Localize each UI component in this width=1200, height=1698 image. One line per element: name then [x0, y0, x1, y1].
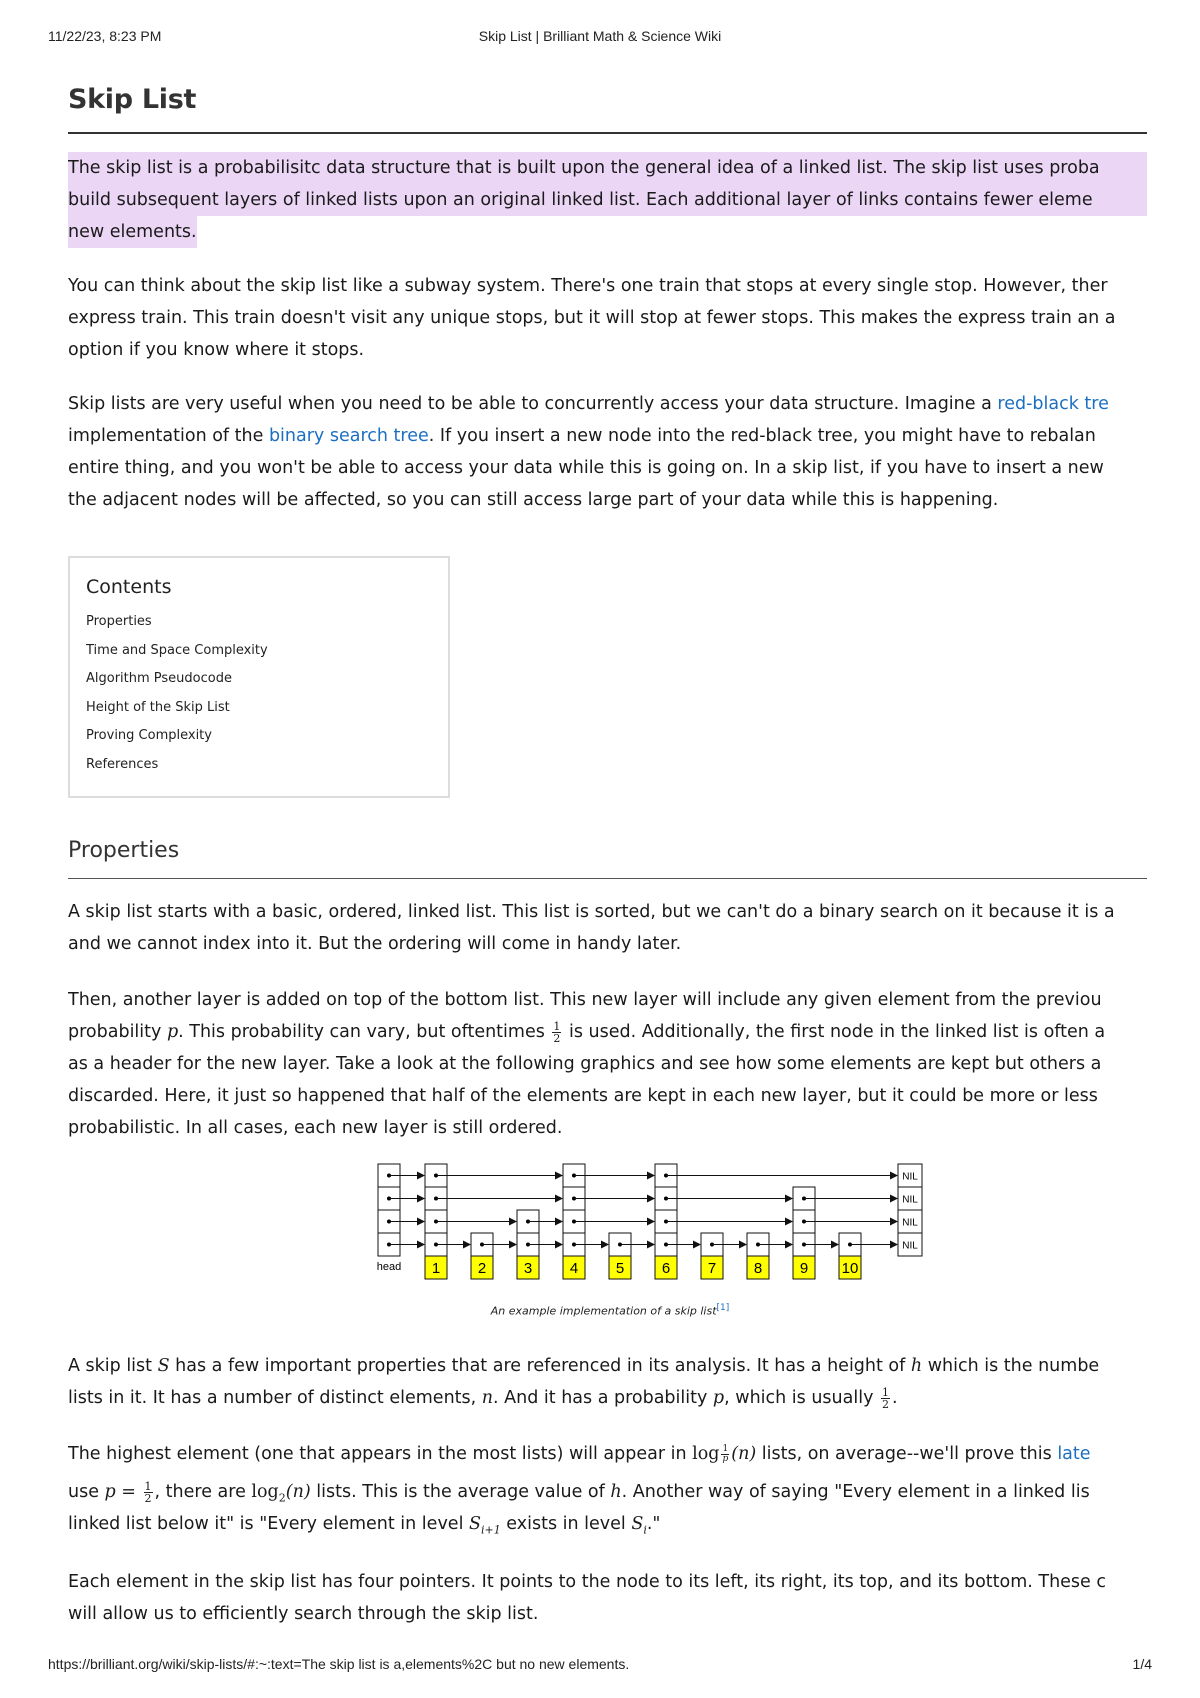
text-run: probability — [68, 1022, 167, 1042]
fraction-denominator: p — [722, 1453, 729, 1464]
binary-search-tree-link[interactable]: binary search tree — [268, 426, 429, 446]
intro-line: build subsequent layers of linked lists upon an original linked list. Each additional layer of links contains fewer eleme — [68, 184, 1147, 216]
properties-paragraph-4 — [68, 1438, 1147, 1540]
math-p: p — [166, 1022, 179, 1042]
key-label: 9 — [799, 1260, 809, 1277]
subway-paragraph — [68, 270, 1147, 366]
nil-label: NIL — [902, 1194, 918, 1206]
print-footer — [48, 1656, 1152, 1676]
text-line: Then, another layer is added on top of the bottom list. This new layer will include any given element from the previou — [68, 990, 1102, 1010]
text-line: express train. This train doesn't visit any unique stops, but it will stop at fewer stops. This makes the express train an a — [68, 308, 1116, 328]
math-S: S — [157, 1356, 170, 1376]
fraction-numerator: 1 — [553, 1019, 561, 1033]
text-line: A skip list starts with a basic, ordered, linked list. This list is sorted, but we can't do a binary search on it because it is a — [68, 902, 1115, 922]
key-label: 6 — [661, 1260, 671, 1277]
text-run: implementation of the — [68, 426, 269, 446]
key-label: 8 — [753, 1260, 763, 1277]
intro-line: new elements. — [68, 216, 197, 248]
text-run: . Another way of saying "Every element in a linked lis — [621, 1482, 1090, 1502]
text-line — [68, 420, 1147, 452]
math-log: log — [251, 1482, 279, 1502]
text-line: entire thing, and you won't be able to access your data while this is going on. In a skip list, if you have to insert a new — [68, 458, 1104, 478]
red-black-tree-link[interactable]: red-black tre — [997, 394, 1109, 414]
key-label: 10 — [841, 1260, 859, 1277]
text-run: . And it has a probability — [493, 1388, 713, 1408]
math-h: h — [610, 1482, 622, 1502]
text-run: . This probability can vary, but oftentimes — [178, 1022, 551, 1042]
text-run: exists in level — [500, 1514, 632, 1534]
section-divider — [68, 878, 1147, 879]
text-run: use — [68, 1482, 105, 1502]
text-run: lists. This is the average value of — [310, 1482, 611, 1502]
log-base-fraction — [721, 1445, 729, 1464]
math-arg: (n) — [731, 1444, 757, 1464]
print-url: https://brilliant.org/wiki/skip-lists/#:~:text=The skip list is a,elements%2C but no new elements. — [48, 1656, 630, 1672]
skip-list-figure — [370, 1158, 950, 1318]
math-S: S — [631, 1514, 644, 1534]
print-page-number: 1/4 — [1132, 1656, 1152, 1672]
text-line — [68, 1476, 1147, 1508]
key-label: 1 — [431, 1260, 441, 1277]
table-of-contents — [68, 556, 450, 798]
key-label: 7 — [707, 1260, 717, 1277]
caption-reference[interactable]: [1] — [716, 1303, 730, 1313]
math-S: S — [469, 1514, 481, 1534]
text-line: discarded. Here, it just so happened that half of the elements are kept in each new layer, but it could be more or less — [68, 1086, 1098, 1106]
text-line: as a header for the new layer. Take a look at the following graphics and see how some elements are kept but others a — [68, 1054, 1102, 1074]
nil-label: NIL — [902, 1240, 918, 1252]
fraction-one-half — [144, 1481, 153, 1504]
text-line — [68, 1508, 1147, 1540]
intro-paragraph — [68, 152, 1147, 248]
text-run: , which is usually — [724, 1388, 880, 1408]
text-line — [68, 388, 1147, 420]
text-line: will allow us to efficiently search through the skip list. — [68, 1604, 539, 1624]
text-run: Skip lists are very useful when you need to be able to concurrently access your data structure. Imagine a — [68, 394, 998, 414]
math-subscript: i — [643, 1523, 647, 1537]
text-run: lists in it. It has a number of distinct elements, — [68, 1388, 482, 1408]
text-line — [68, 1382, 1147, 1414]
math-h: h — [910, 1356, 923, 1376]
page-title: Skip List — [68, 84, 197, 115]
properties-paragraph-2 — [68, 984, 1147, 1144]
print-page-title: Skip List | Brilliant Math & Science Wiki — [478, 28, 722, 44]
text-line — [68, 1016, 1147, 1048]
fraction-one-half — [552, 1021, 561, 1044]
fraction-numerator: 1 — [144, 1479, 152, 1493]
math-log: log — [692, 1444, 720, 1464]
print-header — [48, 28, 1152, 48]
fraction-numerator: 1 — [722, 1443, 729, 1454]
head-label: head — [376, 1261, 402, 1273]
text-run: The highest element (one that appears in the most lists) will appear in — [68, 1444, 693, 1464]
text-run: ." — [646, 1514, 661, 1534]
text-run: . If you insert a new node into the red-black tree, you might have to rebalan — [428, 426, 1096, 446]
toc-list — [86, 608, 432, 779]
properties-paragraph-3 — [68, 1350, 1147, 1414]
math-p-equals: p = — [104, 1482, 142, 1502]
fraction-denominator: 2 — [553, 1031, 561, 1045]
key-label: 4 — [569, 1260, 579, 1277]
nil-label: NIL — [902, 1217, 918, 1229]
key-label: 5 — [615, 1260, 625, 1277]
text-line: Each element in the skip list has four pointers. It points to the node to its left, its right, its top, and its bottom. These c — [68, 1572, 1107, 1592]
fraction-denominator: 2 — [144, 1491, 152, 1505]
text-run: which is the numbe — [922, 1356, 1100, 1376]
text-line — [68, 1350, 1147, 1382]
concurrency-paragraph — [68, 388, 1147, 516]
text-run: linked list below it" is "Every element in level — [68, 1514, 469, 1534]
text-run: . — [892, 1388, 898, 1408]
caption-text: An example implementation of a skip list — [490, 1304, 717, 1318]
later-link[interactable]: late — [1057, 1444, 1091, 1464]
properties-paragraph-5 — [68, 1566, 1147, 1630]
toc-heading: Contents — [86, 576, 172, 598]
text-run: is used. Additionally, the first node in the linked list is often a — [563, 1022, 1106, 1042]
fraction-one-half — [881, 1387, 890, 1410]
toc-item-properties[interactable]: Properties — [86, 614, 152, 629]
text-run: A skip list — [68, 1356, 158, 1376]
text-line: option if you know where it stops. — [68, 340, 365, 360]
nil-label: NIL — [902, 1171, 918, 1183]
properties-paragraph-1 — [68, 896, 1147, 960]
math-n: n — [481, 1388, 494, 1408]
key-label: 3 — [523, 1260, 533, 1277]
text-run: lists, on average--we'll prove this — [756, 1444, 1058, 1464]
fraction-denominator: 2 — [882, 1397, 890, 1411]
key-label: 2 — [477, 1260, 487, 1277]
text-line: probabilistic. In all cases, each new layer is still ordered. — [68, 1118, 563, 1138]
math-p: p — [712, 1388, 725, 1408]
section-heading-properties: Properties — [68, 838, 180, 863]
figure-caption — [370, 1303, 850, 1318]
text-line: the adjacent nodes will be affected, so you can still access large part of your data while this is happening. — [68, 490, 999, 510]
math-arg: (n) — [285, 1482, 311, 1502]
text-line: You can think about the skip list like a subway system. There's one train that stops at every single stop. However, ther — [68, 276, 1108, 296]
text-run: , there are — [154, 1482, 252, 1502]
toc-item-height[interactable]: Height of the Skip List — [86, 699, 230, 715]
title-divider — [68, 132, 1147, 134]
toc-item-proving-complexity[interactable]: Proving Complexity — [86, 728, 212, 743]
print-date: 11/22/23, 8:23 PM — [48, 28, 162, 44]
intro-line: The skip list is a probabilisitc data structure that is built upon the general idea of a linked list. The skip list uses proba — [68, 152, 1147, 184]
text-line: and we cannot index into it. But the ordering will come in handy later. — [68, 934, 682, 954]
fraction-numerator: 1 — [882, 1385, 890, 1399]
toc-item-complexity[interactable]: Time and Space Complexity — [86, 642, 268, 658]
math-subscript: i+1 — [481, 1523, 501, 1537]
toc-item-pseudocode[interactable]: Algorithm Pseudocode — [86, 671, 232, 686]
log-base: 2 — [278, 1491, 286, 1505]
text-line — [68, 1438, 1147, 1476]
text-run: has a few important properties that are referenced in its analysis. It has a height of — [169, 1356, 911, 1376]
toc-item-references[interactable]: References — [86, 756, 159, 772]
skip-list-diagram — [370, 1158, 950, 1298]
